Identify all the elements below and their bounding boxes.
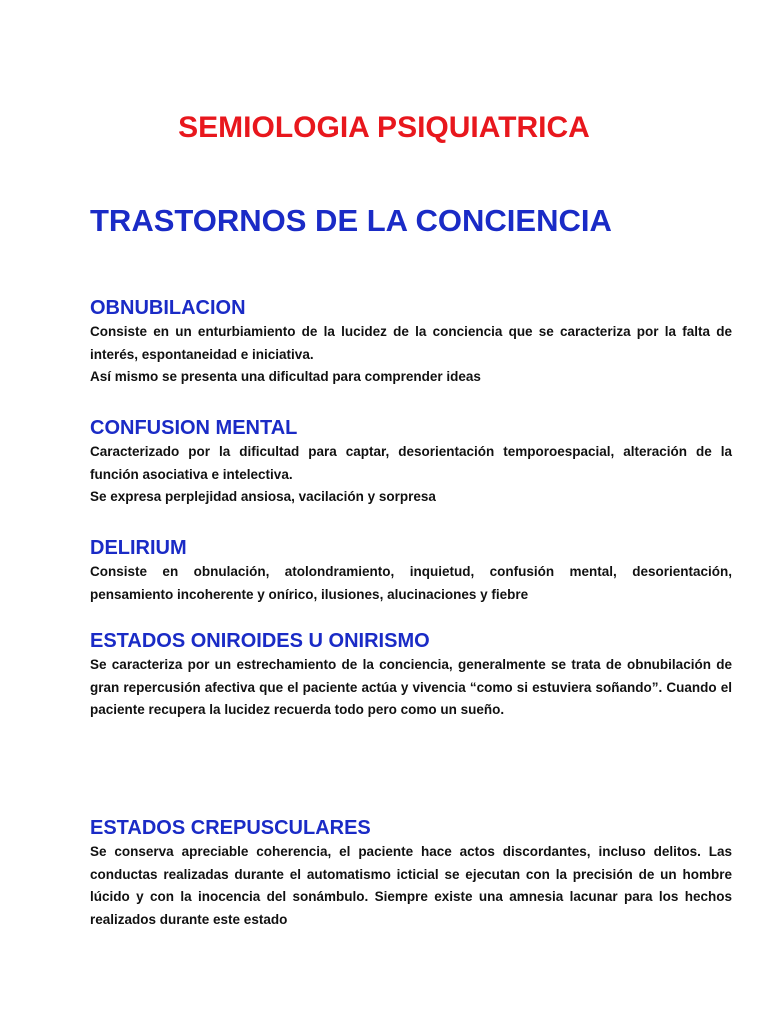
topic-estados-crepusculares [90, 815, 732, 931]
topic-heading: ESTADOS ONIROIDES U ONIRISMO [90, 630, 430, 652]
topic-paragraph: Se conserva apreciable coherencia, el paciente hace actos discordantes, incluso delitos. Las conductas realizadas durante el automatismo icticial se ejecutan con la precisión de un hombre lúcido y con la inocencia del sonámbulo. Siempre existe una amnesia lacunar para los hechos realizados durante este estado [90, 844, 732, 927]
topic-paragraph: Así mismo se presenta una dificultad para comprender ideas [90, 369, 481, 384]
topic-paragraph: Consiste en obnulación, atolondramiento, inquietud, confusión mental, desorientación, pensamiento incoherente y onírico, ilusiones, alucinaciones y fiebre [90, 564, 732, 602]
document-title: SEMIOLOGIA PSIQUIATRICA [178, 111, 590, 144]
topic-heading: DELIRIUM [90, 537, 187, 559]
topic-paragraph: Se caracteriza por un estrechamiento de la conciencia, generalmente se trata de obnubilación de gran repercusión afectiva que el paciente actúa y vivencia “como si estuviera soñando”. Cuando el paciente recupera la lucidez recuerda todo pero como un sueño. [90, 657, 732, 717]
topic-paragraph: Consiste en un enturbiamiento de la lucidez de la conciencia que se caracteriza por la falta de interés, espontaneidad e iniciativa. [90, 324, 732, 362]
topic-obnubilacion [90, 295, 732, 389]
topic-heading: CONFUSION MENTAL [90, 417, 298, 439]
topic-estados-oniroides [90, 628, 732, 722]
topic-heading: ESTADOS CREPUSCULARES [90, 817, 371, 839]
topic-paragraph: Se expresa perplejidad ansiosa, vacilación y sorpresa [90, 489, 436, 504]
topic-delirium [90, 535, 732, 606]
topic-paragraph: Caracterizado por la dificultad para captar, desorientación temporoespacial, alteración de la función asociativa e intelectiva. [90, 444, 732, 482]
topic-heading: OBNUBILACION [90, 297, 246, 319]
section-title: TRASTORNOS DE LA CONCIENCIA [90, 203, 612, 238]
topic-confusion-mental [90, 415, 732, 509]
